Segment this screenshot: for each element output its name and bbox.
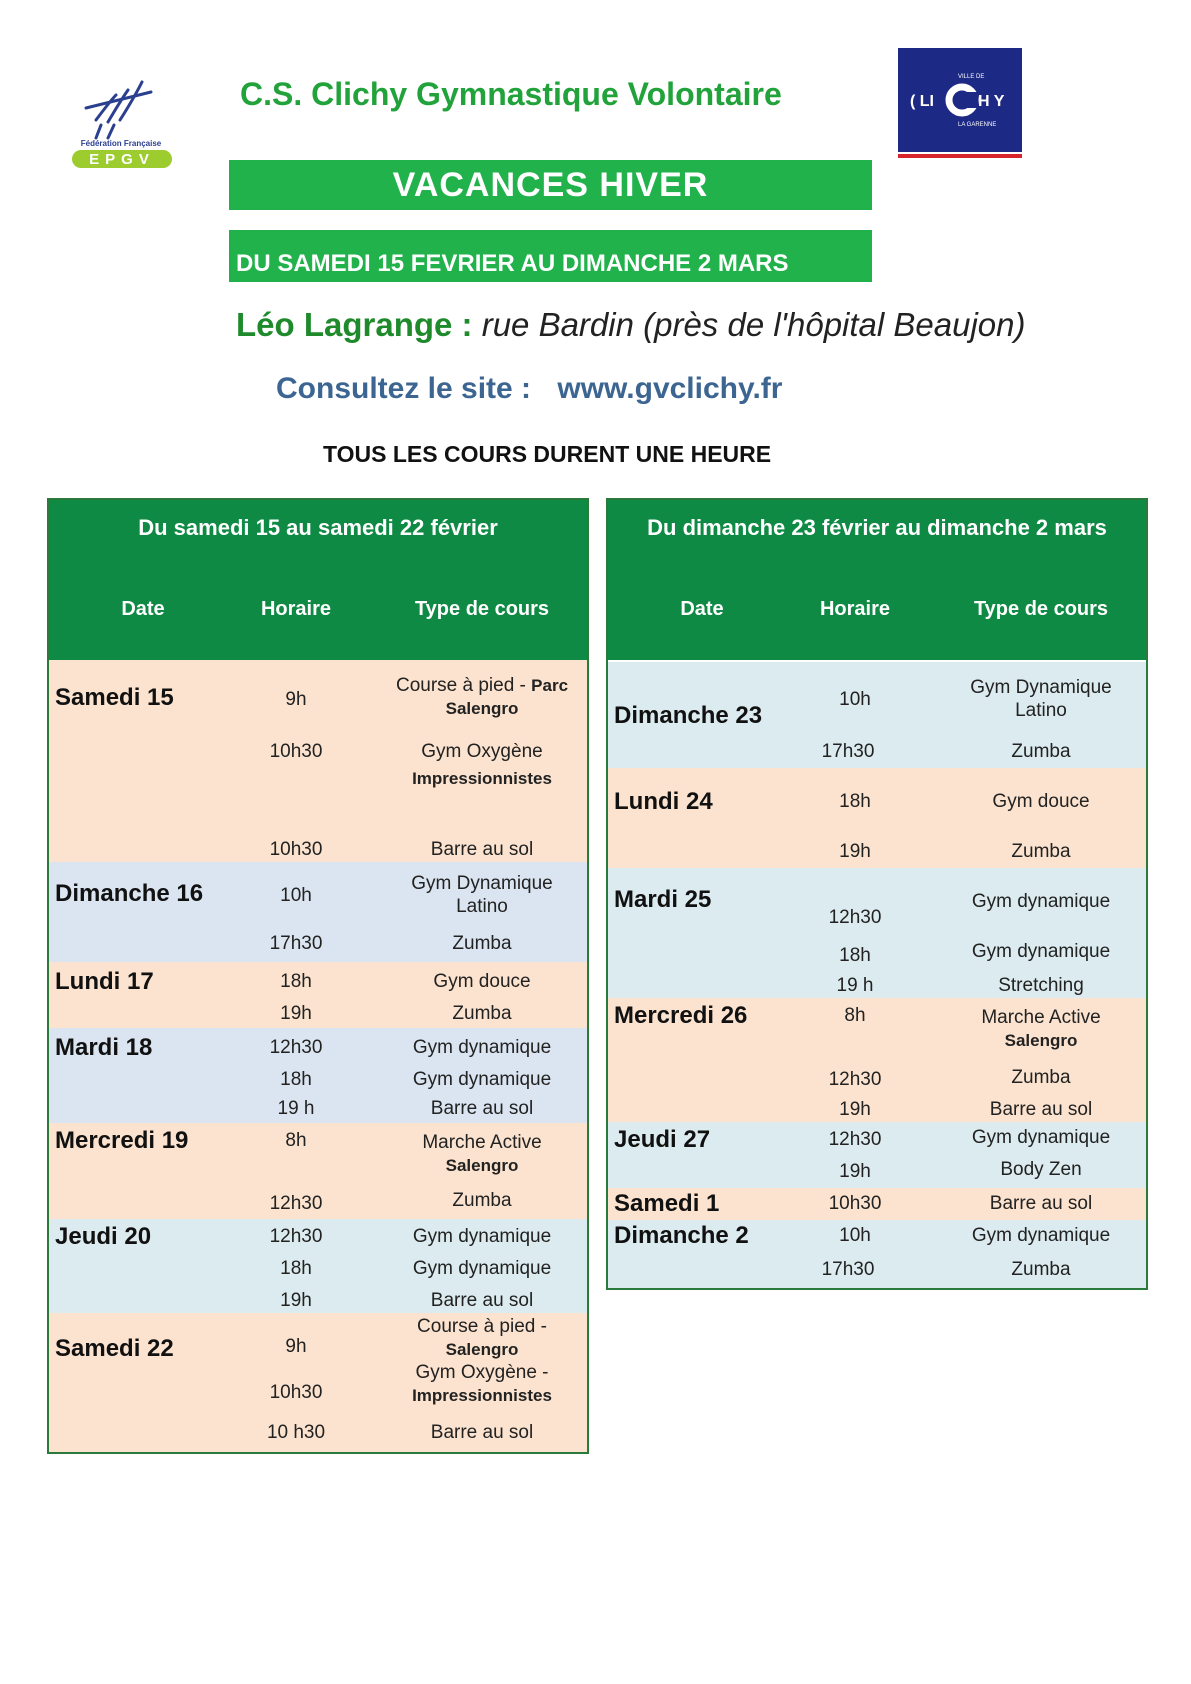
time-cell: 17h30 <box>821 1259 875 1280</box>
type-cell <box>417 1315 547 1361</box>
table-title: Du dimanche 23 février au dimanche 2 mars <box>608 500 1146 558</box>
day-label: Lundi 24 <box>614 788 713 815</box>
time-cell: 8h <box>285 1130 307 1151</box>
type-cell: Zumba <box>1011 741 1071 762</box>
col-type: Type de cours <box>414 598 550 620</box>
venue-line <box>236 306 1026 344</box>
time-cell: 10h30 <box>269 1382 323 1403</box>
type-subtext: Impressionnistes <box>412 769 552 788</box>
type-cell: Barre au sol <box>430 1098 534 1119</box>
day-label: Mardi 18 <box>55 1034 153 1061</box>
site-label: Consultez le site : <box>276 372 532 405</box>
site-line <box>276 372 782 406</box>
table-header <box>49 556 587 660</box>
type-cell: Barre au sol <box>430 1290 534 1311</box>
type-subtext: Salengro <box>1004 1031 1078 1050</box>
col-time: Horaire <box>260 598 332 620</box>
type-text: Course à pied - <box>395 675 532 696</box>
type-cell: Gym dynamique <box>971 1127 1111 1148</box>
type-cell: Gym dynamique <box>971 941 1111 962</box>
duration-note: TOUS LES COURS DURENT UNE HEURE <box>323 441 772 467</box>
club-title: C.S. Clichy Gymnastique Volontaire <box>240 76 782 112</box>
time-cell: 17h30 <box>821 741 875 762</box>
svg-text:H Y: H Y <box>978 93 1005 110</box>
time-cell: 12h30 <box>269 1193 323 1214</box>
day-label: Mercredi 26 <box>614 1002 748 1029</box>
svg-text:( LI: ( LI <box>910 93 934 110</box>
type-cell: Gym dynamique <box>971 1225 1111 1246</box>
time-cell: 12h30 <box>828 1129 882 1150</box>
type-cell: Zumba <box>452 1190 512 1211</box>
col-date: Date <box>680 598 724 620</box>
type-text: Gym Dynamique <box>411 873 553 894</box>
day-label: Dimanche 23 <box>614 702 763 729</box>
type-cell: Zumba <box>452 1003 512 1024</box>
type-cell: Body Zen <box>1000 1159 1082 1180</box>
time-cell: 18h <box>280 971 312 992</box>
type-cell: Gym dynamique <box>971 891 1111 912</box>
epgv-logo-text: Fédération Française <box>80 139 162 148</box>
col-time: Horaire <box>819 598 891 620</box>
svg-text:EPGV: EPGV <box>89 151 155 168</box>
svg-text:VILLE DE: VILLE DE <box>958 74 985 80</box>
day-block-samedi-15 <box>49 660 587 862</box>
type-cell: Barre au sol <box>989 1193 1093 1214</box>
type-cell <box>422 1131 541 1177</box>
type-cell: Gym dynamique <box>412 1037 552 1058</box>
type-cell: Zumba <box>1011 841 1071 862</box>
time-cell: 18h <box>839 945 871 966</box>
time-cell: 18h <box>280 1069 312 1090</box>
day-block-lundi-17 <box>49 962 587 1028</box>
time-cell: 10h <box>839 1225 871 1246</box>
day-block-mardi-18 <box>49 1028 587 1123</box>
time-cell: 9h <box>285 1336 307 1357</box>
type-cell: Gym dynamique <box>412 1069 552 1090</box>
type-text: Gym Oxygène - <box>415 1362 549 1383</box>
time-cell: 10h30 <box>828 1193 882 1214</box>
time-cell: 9h <box>285 689 307 710</box>
col-date: Date <box>121 598 165 620</box>
type-text: Gym Oxygène <box>421 741 543 762</box>
day-label: Jeudi 20 <box>55 1223 152 1250</box>
time-cell: 10h <box>839 689 871 710</box>
type-cell: Gym douce <box>992 791 1090 812</box>
time-cell: 18h <box>280 1258 312 1279</box>
time-cell: 10h30 <box>269 741 323 762</box>
day-block-jeudi-27 <box>608 1122 1146 1188</box>
type-cell <box>981 1006 1100 1052</box>
epgv-logo <box>56 70 186 170</box>
day-label: Samedi 15 <box>55 684 174 711</box>
time-cell: 10h30 <box>269 839 323 860</box>
type-text: Course à pied - <box>417 1316 547 1337</box>
day-label: Mardi 25 <box>614 886 712 913</box>
banner-title: VACANCES HIVER <box>229 160 872 210</box>
day-label: Mercredi 19 <box>55 1127 189 1154</box>
time-cell: 19h <box>839 1161 871 1182</box>
schedule-table-week1 <box>47 498 589 1454</box>
day-block-samedi-22 <box>49 1313 587 1452</box>
time-cell: 19h <box>839 841 871 862</box>
type-text: Marche Active <box>981 1007 1101 1028</box>
type-cell: Barre au sol <box>430 839 534 860</box>
day-label: Samedi 1 <box>614 1190 720 1217</box>
schedule-table-week2 <box>606 498 1148 1290</box>
banner-dates: DU SAMEDI 15 FEVRIER AU DIMANCHE 2 MARS <box>229 230 872 282</box>
time-cell: 17h30 <box>269 933 323 954</box>
type-subtext: Latino <box>1015 700 1067 721</box>
type-cell: Barre au sol <box>989 1099 1093 1120</box>
day-block-mercredi-26 <box>608 998 1146 1122</box>
type-cell: Stretching <box>998 975 1084 996</box>
type-cell <box>970 676 1112 722</box>
col-type: Type de cours <box>973 598 1109 620</box>
svg-text:LA GARENNE: LA GARENNE <box>958 122 997 128</box>
type-subtext: Salengro <box>445 1156 519 1175</box>
day-label: Lundi 17 <box>55 968 154 995</box>
day-label: Dimanche 2 <box>614 1222 749 1249</box>
day-label: Jeudi 27 <box>614 1126 711 1153</box>
site-url[interactable]: www.gvclichy.fr <box>557 372 783 405</box>
time-cell: 19 h <box>277 1098 315 1119</box>
table-title: Du samedi 15 au samedi 22 février <box>49 500 587 558</box>
day-block-lundi-24 <box>608 768 1146 868</box>
time-cell: 12h30 <box>828 907 882 928</box>
type-cell: Gym dynamique <box>412 1226 552 1247</box>
day-block-dimanche-16 <box>49 862 587 962</box>
clichy-logo <box>898 48 1022 160</box>
venue-name: Léo Lagrange : <box>236 306 473 343</box>
type-text: Gym Dynamique <box>970 677 1112 698</box>
day-block-dimanche-23 <box>608 662 1146 768</box>
type-cell: Zumba <box>1011 1067 1071 1088</box>
time-cell: 10 h30 <box>266 1422 326 1443</box>
type-cell: Barre au sol <box>430 1422 534 1443</box>
time-cell: 19h <box>839 1099 871 1120</box>
type-cell: Gym douce <box>433 971 531 992</box>
time-cell: 10h <box>280 885 312 906</box>
type-cell <box>412 1361 552 1407</box>
time-cell: 18h <box>839 791 871 812</box>
time-cell: 8h <box>844 1005 866 1026</box>
type-cell <box>411 872 553 918</box>
day-label: Dimanche 16 <box>55 880 204 907</box>
day-block-samedi-1 <box>608 1188 1146 1220</box>
type-cell <box>396 674 568 720</box>
day-block-mardi-25 <box>608 868 1146 998</box>
day-label: Samedi 22 <box>55 1335 174 1362</box>
day-block-dimanche-2 <box>608 1220 1146 1288</box>
type-subtext: Latino <box>456 896 508 917</box>
day-block-mercredi-19 <box>49 1123 587 1219</box>
venue-address: rue Bardin (près de l'hôpital Beaujon) <box>481 306 1026 343</box>
type-cell: Zumba <box>1011 1259 1071 1280</box>
time-cell: 12h30 <box>828 1069 882 1090</box>
time-cell: 19 h <box>836 975 874 996</box>
type-cell: Zumba <box>452 933 512 954</box>
type-text: Marche Active <box>422 1132 542 1153</box>
time-cell: 12h30 <box>269 1226 323 1247</box>
type-subtext: Salengro <box>445 1340 519 1359</box>
table-header <box>608 556 1146 660</box>
time-cell: 19h <box>280 1290 312 1311</box>
type-cell <box>412 740 552 795</box>
type-text-bold: Parc <box>531 676 569 695</box>
time-cell: 12h30 <box>269 1037 323 1058</box>
type-subtext: Impressionnistes <box>412 1386 552 1405</box>
type-cell: Gym dynamique <box>412 1258 552 1279</box>
type-subtext: Salengro <box>445 699 519 718</box>
time-cell: 19h <box>280 1003 312 1024</box>
day-block-jeudi-20 <box>49 1219 587 1313</box>
